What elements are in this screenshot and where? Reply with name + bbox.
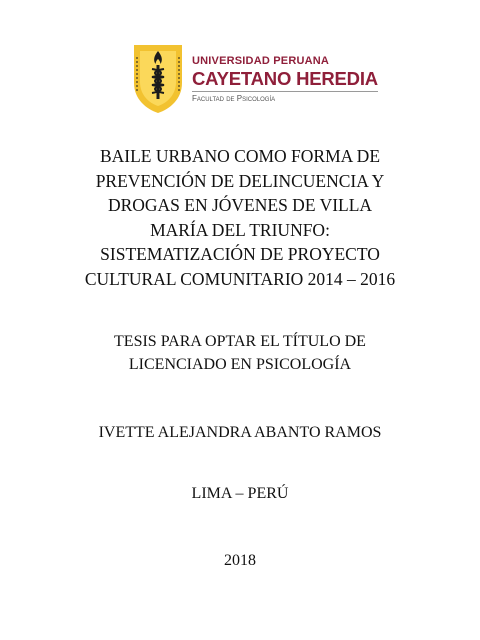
- place: LIMA – PERÚ: [191, 485, 289, 502]
- university-name-line2: CAYETANO HEREDIA: [192, 67, 378, 89]
- title-line: BAILE URBANO COMO FORMA DE: [99, 146, 381, 166]
- title-line: MARÍA DEL TRIUNFO:: [150, 219, 330, 240]
- degree-line: LICENCIADO EN PSICOLOGÍA: [128, 356, 352, 373]
- title-line: DROGAS EN JÓVENES DE VILLA: [107, 195, 373, 215]
- degree-line: TESIS PARA OPTAR EL TÍTULO DE: [114, 333, 366, 350]
- year: 2018: [224, 552, 256, 569]
- thesis-title: [40, 144, 440, 291]
- author-name: IVETTE ALEJANDRA ABANTO RAMOS: [98, 424, 382, 441]
- university-name-block: [192, 55, 378, 104]
- title-line: CULTURAL COMUNITARIO 2014 – 2016: [84, 268, 396, 289]
- university-seal-icon: [130, 43, 186, 115]
- faculty-name: Facultad de Psicología: [192, 91, 378, 104]
- title-line: SISTEMATIZACIÓN DE PROYECTO: [100, 244, 380, 264]
- university-name-line1: UNIVERSIDAD PERUANA: [192, 54, 330, 67]
- title-line: PREVENCIÓN DE DELINCUENCIA Y: [95, 170, 385, 191]
- degree-statement: [40, 330, 440, 376]
- university-logo: [130, 40, 380, 118]
